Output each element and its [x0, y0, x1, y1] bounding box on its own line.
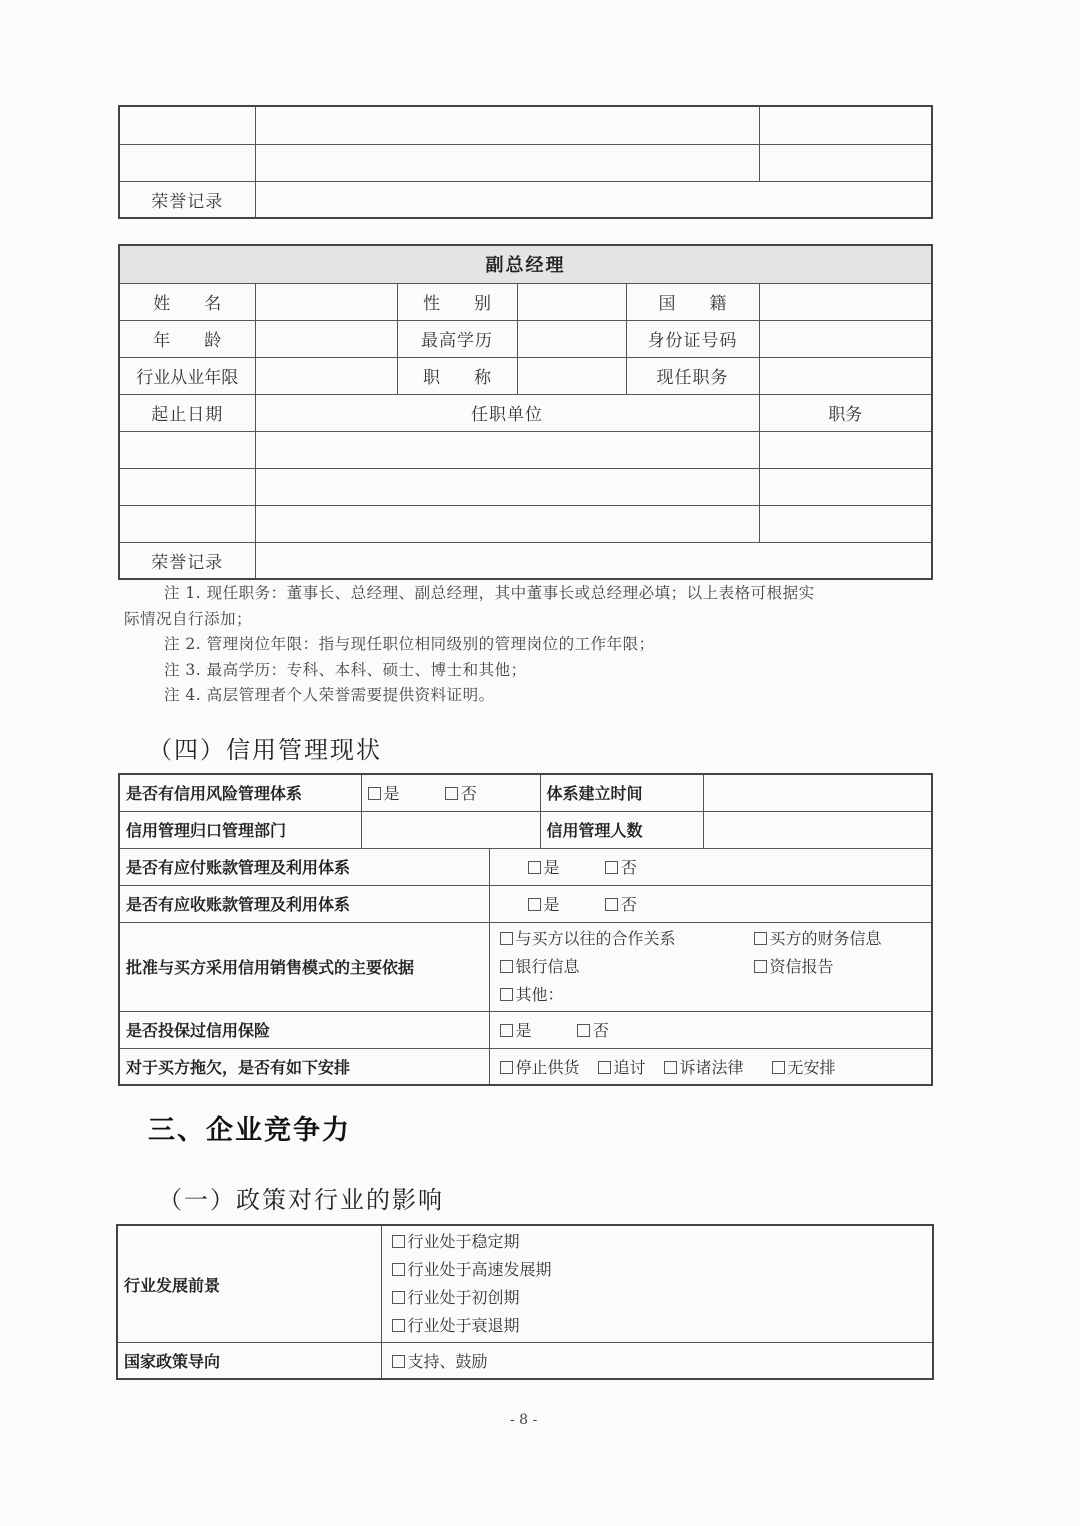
table-cell[interactable] [255, 106, 759, 144]
checkbox-icon[interactable] [392, 1355, 405, 1368]
arrears-label: 对于买方拖欠，是否有如下安排 [119, 1048, 489, 1085]
checkbox-icon[interactable] [500, 1061, 513, 1074]
option-decline[interactable]: 行业处于衰退期 [392, 1312, 923, 1340]
receivable-label: 是否有应收账款管理及利用体系 [119, 885, 489, 922]
credit-dept-field[interactable] [361, 811, 540, 848]
credit-staff-label: 信用管理人数 [540, 811, 703, 848]
credit-heading: （四）信用管理现状 [148, 736, 382, 764]
honor-record-label: 荣誉记录 [119, 181, 255, 218]
vice-gm-title: 副总经理 [119, 245, 932, 283]
credit-table [118, 773, 933, 1086]
honor-record-field[interactable] [255, 542, 932, 579]
policy-table [116, 1224, 934, 1380]
option-yes[interactable]: 是 [368, 781, 400, 804]
option-legal[interactable]: 诉诸法律 [664, 1055, 744, 1078]
option-no[interactable]: 否 [605, 892, 637, 915]
table-cell[interactable] [255, 468, 759, 505]
table-cell[interactable] [759, 468, 932, 505]
nationality-field[interactable] [759, 283, 932, 320]
current-position-label: 现任职务 [626, 357, 759, 394]
title-field[interactable] [517, 357, 626, 394]
current-position-field[interactable] [759, 357, 932, 394]
age-field[interactable] [255, 320, 397, 357]
table-cell[interactable] [759, 505, 932, 542]
prospect-options [381, 1225, 933, 1343]
gender-label: 性 别 [397, 283, 517, 320]
receivable-options [489, 885, 932, 922]
credit-basis-options [489, 922, 932, 1011]
system-time-field[interactable] [703, 774, 932, 811]
checkbox-icon[interactable] [445, 787, 458, 800]
gender-field[interactable] [517, 283, 626, 320]
prospect-label: 行业发展前景 [117, 1225, 381, 1343]
option-support[interactable]: 支持、鼓励 [392, 1349, 488, 1372]
option-financial-info[interactable]: 买方的财务信息 [754, 925, 882, 953]
option-no[interactable]: 否 [445, 781, 477, 804]
checkbox-icon[interactable] [500, 988, 513, 1001]
option-fast-growth[interactable]: 行业处于高速发展期 [392, 1256, 923, 1284]
checkbox-icon[interactable] [500, 960, 513, 973]
period-label: 起止日期 [119, 394, 255, 431]
arrears-options [489, 1048, 932, 1085]
option-pursue[interactable]: 追讨 [598, 1055, 646, 1078]
table-cell[interactable] [759, 144, 932, 181]
policy-label: 国家政策导向 [117, 1343, 381, 1379]
checkbox-icon[interactable] [754, 932, 767, 945]
vice-gm-table [118, 244, 933, 580]
checkbox-icon[interactable] [605, 898, 618, 911]
notes [124, 581, 924, 709]
option-yes[interactable]: 是 [528, 855, 560, 878]
table-cell[interactable] [119, 144, 255, 181]
option-yes[interactable]: 是 [528, 892, 560, 915]
table-cell[interactable] [119, 106, 255, 144]
system-time-label: 体系建立时间 [540, 774, 703, 811]
payable-options [489, 848, 932, 885]
risk-system-options [361, 774, 540, 811]
table-cell[interactable] [759, 431, 932, 468]
note-3: 注 3. 最高学历：专科、本科、硕士、博士和其他； [164, 660, 527, 679]
note-4: 注 4. 高层管理者个人荣誉需要提供资料证明。 [164, 686, 495, 704]
credit-dept-label: 信用管理归口管理部门 [119, 811, 361, 848]
checkbox-icon[interactable] [392, 1291, 405, 1304]
checkbox-icon[interactable] [754, 960, 767, 973]
checkbox-icon[interactable] [392, 1319, 405, 1332]
insurance-options [489, 1011, 932, 1048]
industry-years-label: 行业从业年限 [119, 357, 255, 394]
unit-label: 任职单位 [255, 394, 759, 431]
checkbox-icon[interactable] [577, 1024, 590, 1037]
nationality-label: 国 籍 [626, 283, 759, 320]
option-yes[interactable]: 是 [500, 1018, 532, 1041]
risk-system-label: 是否有信用风险管理体系 [119, 774, 361, 811]
checkbox-icon[interactable] [392, 1235, 405, 1248]
checkbox-icon[interactable] [500, 1024, 513, 1037]
honor-record-label: 荣誉记录 [119, 542, 255, 579]
option-credit-report[interactable]: 资信报告 [754, 953, 834, 981]
section-heading: 三、企业竞争力 [148, 1115, 351, 1146]
checkbox-icon[interactable] [598, 1061, 611, 1074]
name-field[interactable] [255, 283, 397, 320]
note-2: 注 2. 管理岗位年限：指与现任职位相同级别的管理岗位的工作年限； [164, 635, 655, 653]
credit-staff-field[interactable] [703, 811, 932, 848]
option-startup[interactable]: 行业处于初创期 [392, 1284, 923, 1312]
option-stable[interactable]: 行业处于稳定期 [392, 1228, 923, 1256]
table-cell[interactable] [119, 505, 255, 542]
table-cell[interactable] [255, 144, 759, 181]
top-table [118, 105, 933, 219]
option-cooperation[interactable]: 与买方以往的合作关系 [500, 925, 736, 953]
policy-options [381, 1343, 933, 1379]
option-no-arrangement[interactable]: 无安排 [772, 1055, 836, 1078]
note-1b: 际情况自行添加； [124, 609, 253, 628]
table-cell[interactable] [759, 106, 932, 144]
id-number-field[interactable] [759, 320, 932, 357]
checkbox-icon[interactable] [392, 1263, 405, 1276]
checkbox-icon[interactable] [500, 932, 513, 945]
note-1a: 注 1. 现任职务：董事长、总经理、副总经理，其中董事长或总经理必填；以上表格可根据实 [164, 584, 815, 602]
age-label: 年 龄 [119, 320, 255, 357]
honor-record-field[interactable] [255, 181, 932, 218]
option-stop-supply[interactable]: 停止供货 [500, 1055, 580, 1078]
table-cell[interactable] [119, 468, 255, 505]
id-number-label: 身份证号码 [626, 320, 759, 357]
checkbox-icon[interactable] [528, 861, 541, 874]
checkbox-icon[interactable] [368, 787, 381, 800]
name-label: 姓 名 [119, 283, 255, 320]
option-bank-info[interactable]: 银行信息 [500, 953, 736, 981]
subsection-heading: （一）政策对行业的影响 [158, 1186, 444, 1214]
education-field[interactable] [517, 320, 626, 357]
table-cell[interactable] [119, 431, 255, 468]
checkbox-icon[interactable] [528, 898, 541, 911]
table-cell[interactable] [255, 505, 759, 542]
page-number: - 8 - [510, 1412, 538, 1428]
checkbox-icon[interactable] [605, 861, 618, 874]
option-no[interactable]: 否 [605, 855, 637, 878]
checkbox-icon[interactable] [772, 1061, 785, 1074]
duty-label: 职务 [759, 394, 932, 431]
checkbox-icon[interactable] [664, 1061, 677, 1074]
table-cell[interactable] [255, 431, 759, 468]
option-no[interactable]: 否 [577, 1018, 609, 1041]
title-label: 职 称 [397, 357, 517, 394]
credit-basis-label: 批准与买方采用信用销售模式的主要依据 [119, 922, 489, 1011]
industry-years-field[interactable] [255, 357, 397, 394]
option-other[interactable]: 其他： [500, 981, 564, 1009]
education-label: 最高学历 [397, 320, 517, 357]
payable-label: 是否有应付账款管理及利用体系 [119, 848, 489, 885]
insurance-label: 是否投保过信用保险 [119, 1011, 489, 1048]
